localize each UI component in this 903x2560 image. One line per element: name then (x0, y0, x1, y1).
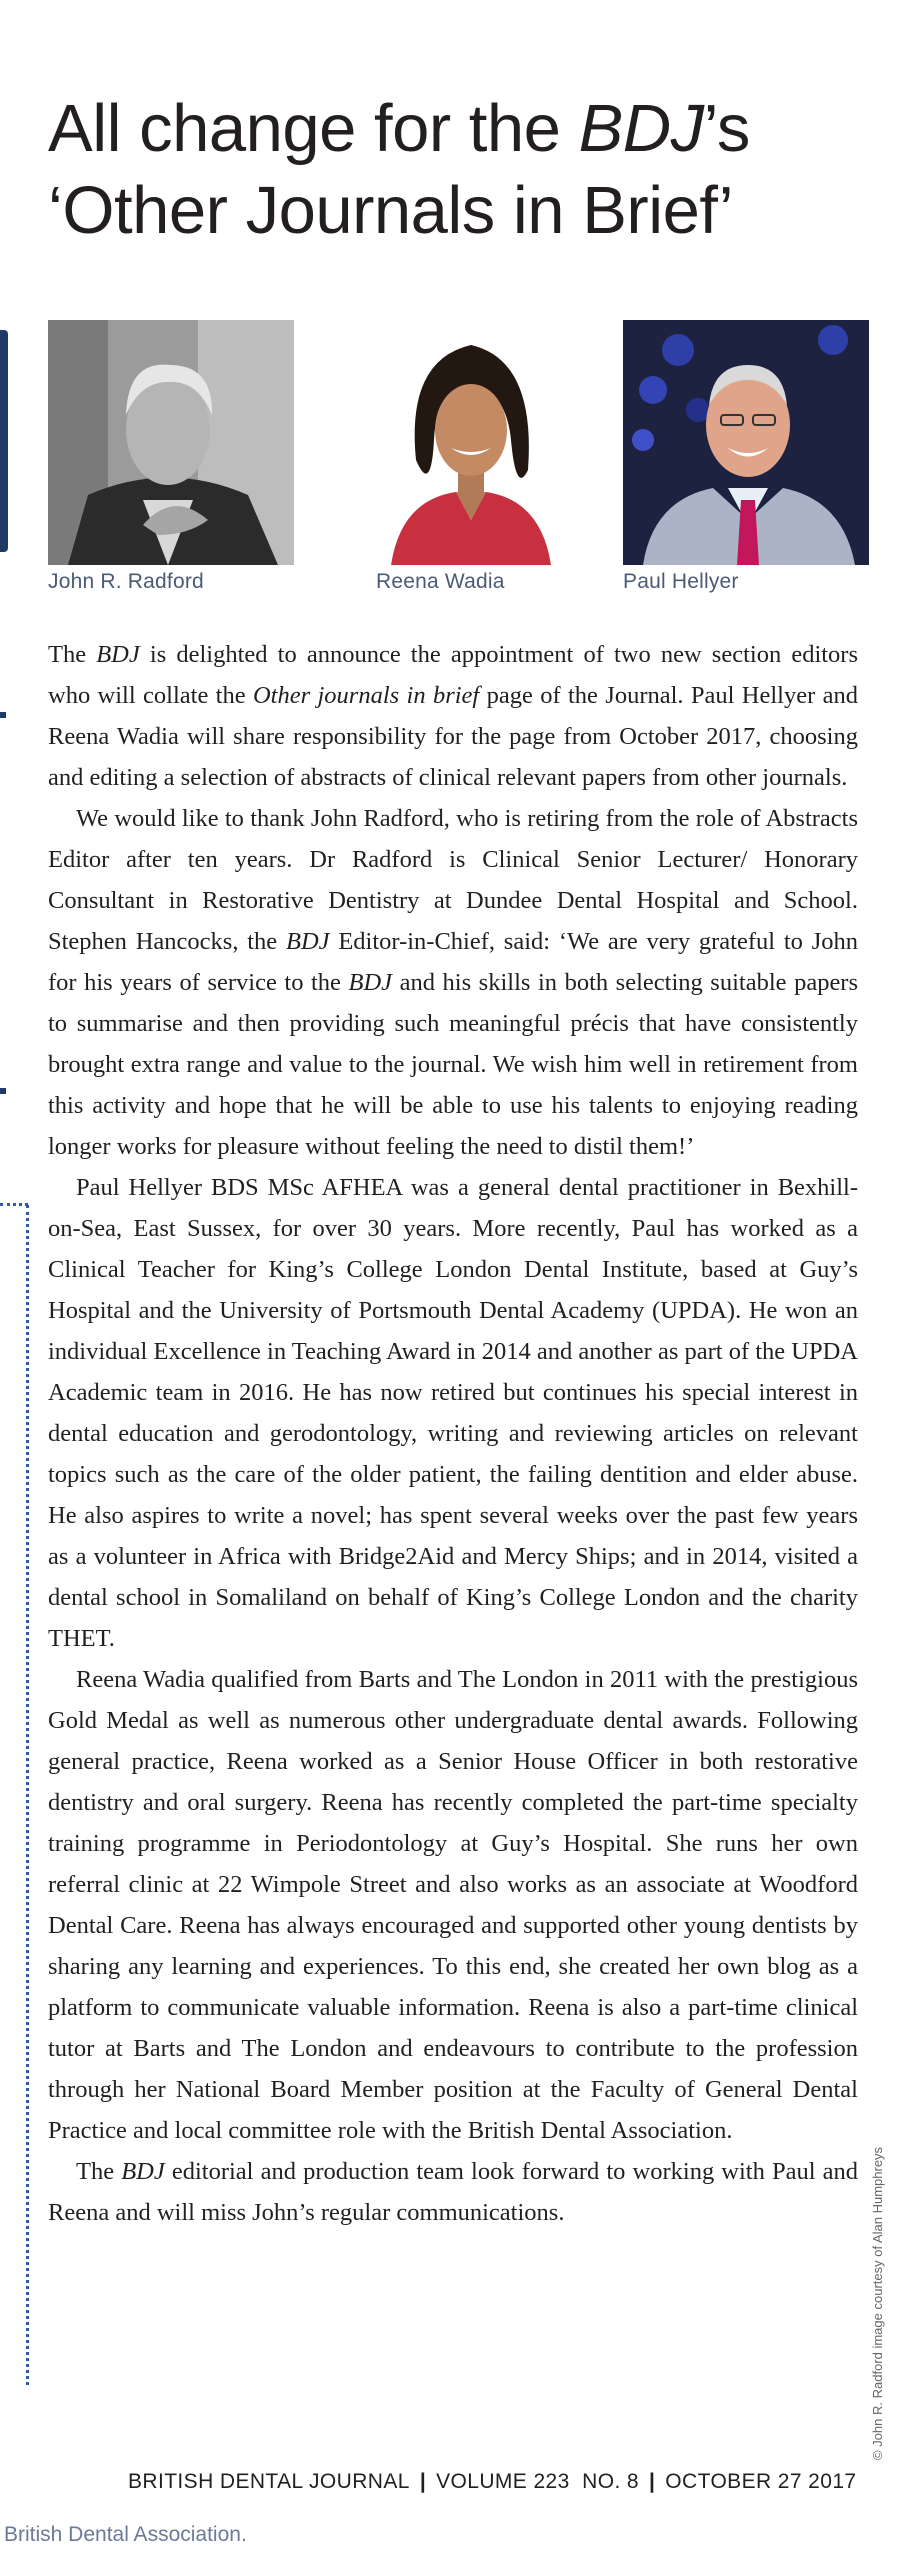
article-title (48, 88, 888, 252)
footer-date: OCTOBER 27 2017 (665, 2470, 857, 2493)
article-body (48, 634, 858, 2233)
text-run-italic: BDJ (348, 969, 393, 996)
text-run: is delighted to announce the appointment of two new section editors who will collate the (48, 641, 858, 709)
paragraph-hellyer: Paul Hellyer BDS MSc AFHEA was a general dental practitioner in Bexhill-on-Sea, East Sussex, for over 30 years. More recently, Paul has worked as a Clinical Teacher for King’s College London Dental Institute, based at Guy’s Hospital and the University of Portsmouth Dental Academy (UPDA). He won an individual Excellence in Teaching Award in 2014 and another as part of the UPDA Academic team in 2016. He has now retired but continues his special interest in dental education and gerodontology, writing and reviewing articles on relevant topics such as the care of the older patient, the failing dentition and elder abuse. He also aspires to write a novel; has spent several weeks over the past few years as a volunteer in Africa with Bridge2Aid and Mercy Ships; and in 2014, visited a dental school in Somaliland on behalf of King’s College London and the charity THET. (48, 1174, 858, 1652)
publisher-watermark: British Dental Association. (4, 2523, 247, 2546)
adjacent-page-edge-mark (0, 712, 6, 718)
title-line1-italic: BDJ (578, 91, 704, 166)
photo-john-radford (48, 320, 294, 565)
text-run: We would like to thank John Radford, who is retiring from the role of Abstracts Editor after ten years. Dr Radford is Clinical Senior Lecturer/ Honorary Consultant in Restorative Dentistry at Dundee Dental Hospital and School. Stephen Hancocks, the (48, 805, 858, 955)
dotted-rule (26, 1205, 29, 2385)
adjacent-page-edge-box (0, 330, 8, 552)
footer-separator: | (649, 2470, 656, 2493)
caption-paul-hellyer: Paul Hellyer (623, 570, 739, 593)
title-line2: ‘Other Journals in Brief’ (48, 173, 734, 248)
paragraph-wadia: Reena Wadia qualified from Barts and The London in 2011 with the prestigious Gold Medal as well as numerous other undergraduate dental awards. Following general practice, Reena worked as a Senior House Officer in both restorative dentistry and oral surgery. Reena has recently completed the part-time specialty training programme in Periodontology at Guy’s Hospital. She runs her own referral clinic at 22 Wimpole Street and also works as an associate at Woodford Dental Care. Reena has always encouraged and supported other young dentists by sharing any learning and experiences. To this end, she created her own blog as a platform to communicate valuable information. Reena is also a part-time clinical tutor at Barts and The London and endeavours to contribute to the profession through her National Board Member position at the Faculty of General Dental Practice and local committee role with the British Dental Association. (48, 1666, 858, 2144)
paragraph-intro (48, 634, 858, 798)
photo-credit: © John R. Radford image courtesy of Alan Humphreys (870, 2146, 885, 2460)
paragraph-radford (48, 798, 858, 1167)
text-run: The (76, 2158, 122, 2185)
text-run: page of the Journal. Paul Hellyer and Reena Wadia will share responsibility for the page from October 2017, choosing and editing a selection of abstracts of clinical relevant papers from other journals. (48, 682, 859, 791)
text-run: Editor-in-Chief, said: ‘We are very grateful to John for his years of service to the (48, 928, 859, 996)
text-run: and his skills in both selecting suitable papers to summarise and then providing such meaningful précis that have consistently brought extra range and value to the journal. We wish him well in retirement from this activity and hope that he will be able to use his talents to enjoying reading longer works for pleasure without feeling the need to distil them!’ (48, 969, 859, 1160)
paragraph-closing (48, 2151, 858, 2233)
title-line1-prefix: All change for the (48, 91, 579, 166)
text-run-italic: BDJ (285, 928, 330, 955)
text-run: The (48, 641, 97, 668)
text-run-italic: Other journals in brief (252, 682, 480, 709)
text-run: editorial and production team look forward to working with Paul and Reena and will miss John’s regular communications. (48, 2158, 858, 2226)
caption-john-radford: John R. Radford (48, 570, 204, 593)
page-footer (128, 2470, 857, 2494)
footer-separator: | (419, 2470, 427, 2493)
dotted-rule-cap (0, 1203, 28, 1206)
footer-journal: BRITISH DENTAL JOURNAL (128, 2470, 410, 2493)
title-line1-suffix: ’s (703, 91, 750, 166)
photo-paul-hellyer (623, 320, 869, 565)
text-run-italic: BDJ (96, 641, 140, 668)
adjacent-page-edge-mark (0, 1088, 6, 1094)
footer-volume: VOLUME 223 NO. 8 (436, 2470, 640, 2493)
photo-reena-wadia (376, 320, 566, 565)
text-run-italic: BDJ (121, 2158, 165, 2185)
caption-reena-wadia: Reena Wadia (376, 570, 505, 593)
